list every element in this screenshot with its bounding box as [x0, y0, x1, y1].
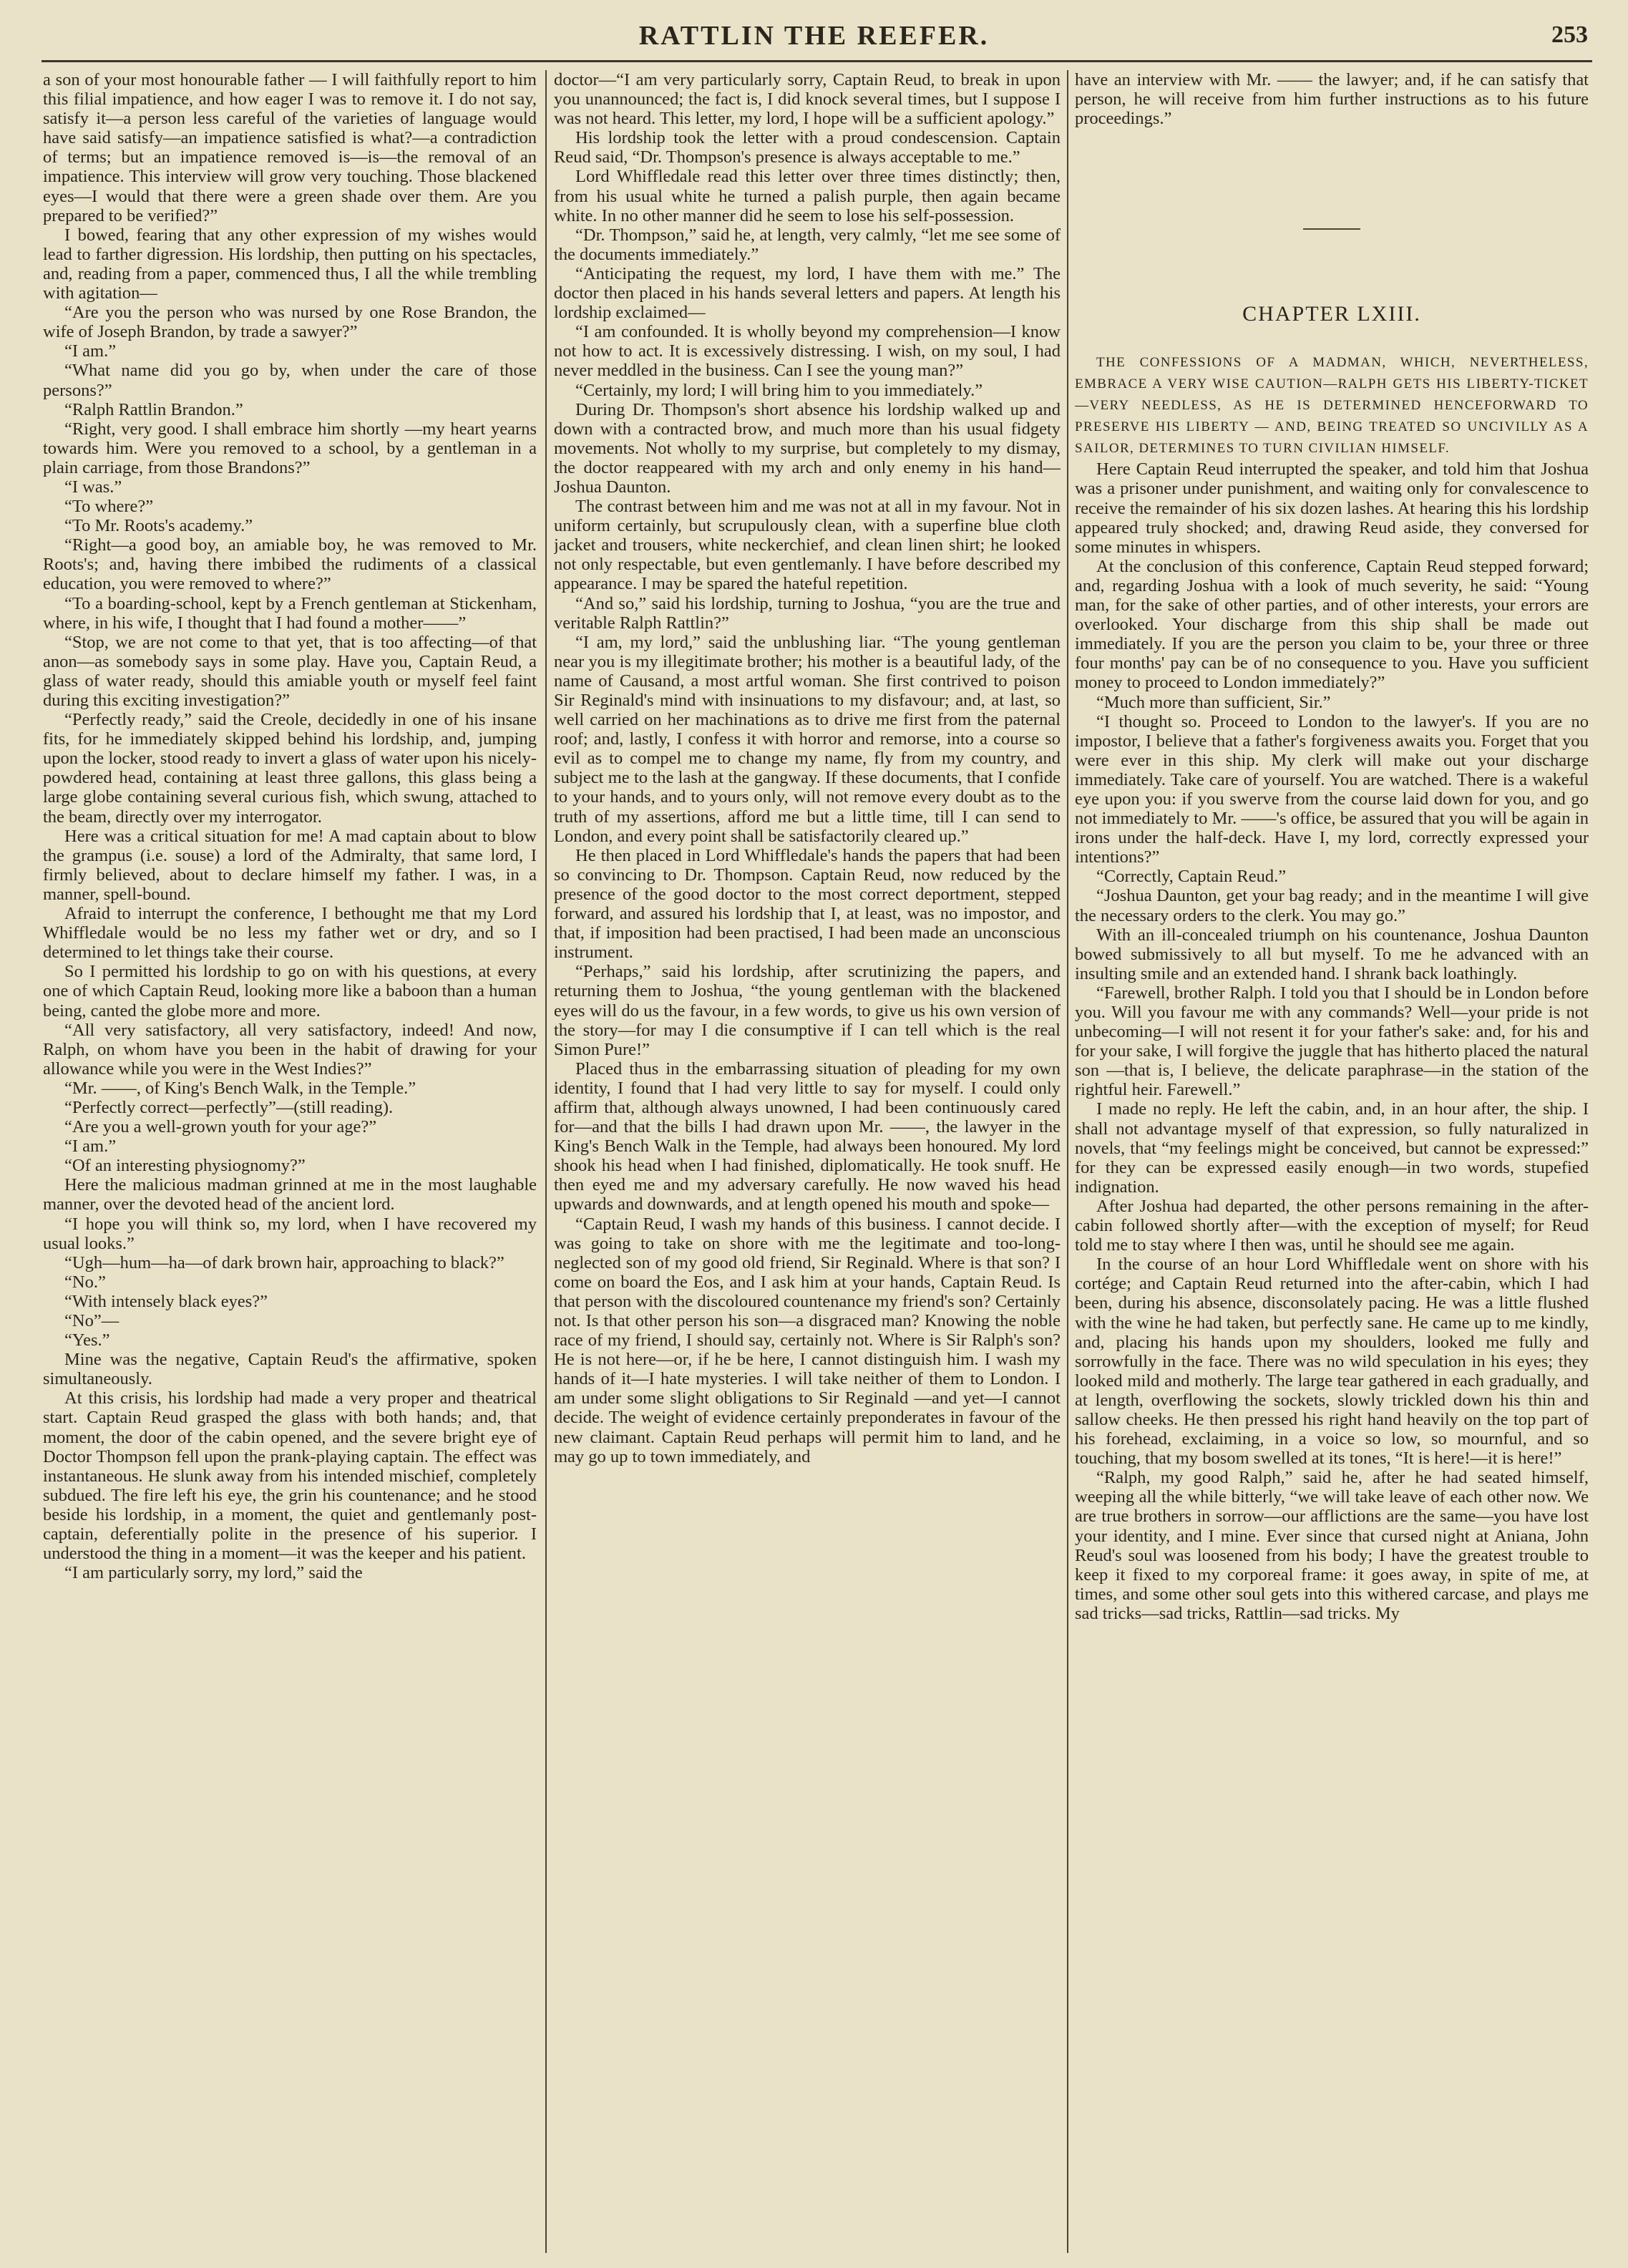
- chapter-summary: THE CONFESSIONS OF A MADMAN, WHICH, NEVERTHELESS, EMBRACE A VERY WISE CAUTION—RALPH GETS HIS LIBERTY-TICKET—VERY NEEDLESS, AS HE IS DETERMINED HENCEFORWARD TO PRESERVE HIS LIBERTY — AND, BEING TREATED SO UNCIVILLY AS A SAILOR, DETERMINES TO TURN CIVILIAN HIMSELF.: [1075, 355, 1589, 457]
- column-3-continuation: [1075, 70, 1589, 128]
- paragraph: During Dr. Thompson's short absence his lordship walked up and down with a contracted brow, and much more than his usual fidgety movements. Not wholly to my surprise, but completely to my dismay, the doctor reappeared with my arch and only enemy in his hand—Joshua Daunton.: [554, 399, 1061, 497]
- paragraph: At this crisis, his lordship had made a very proper and theatrical start. Captain Reud grasped the glass with both hands; and, that moment, the door of the cabin opened, and the severe bright eye of Doctor Thompson fell upon the prank-playing captain. The effect was instantaneous. He slunk away from his intended mischief, completely subdued. The fire left his eye, the grin his countenance; and he stood beside his lordship, in a moment, the quiet and gentlemanly post-captain, deferentially polite in the presence of his superior. I understood the thing in a moment—it was the keeper and his patient.: [43, 1388, 537, 1564]
- paragraph: Here Captain Reud interrupted the speaker, and told him that Joshua was a prisoner under punishment, and waiting only for convalescence to receive the remainder of his six dozen lashes. At hearing this his lordship appeared truly shocked; and, drawing Reud aside, they conversed for some minutes in whispers.: [1075, 459, 1589, 557]
- paragraph: “I thought so. Proceed to London to the lawyer's. If you are no impostor, I believe that a father's forgiveness awaits you. Forget that you were ever in this ship. My clerk will make out your discharge immediately. Take care of yourself. You are watched. There is a wakeful eye upon you: if you swerve from the course laid down for you, and go not immediately to Mr. ——'s office, be assured that you will be again in irons under the half-deck. Have I, my lord, correctly expressed your intentions?”: [1075, 711, 1589, 867]
- paragraph: After Joshua had departed, the other persons remaining in the after-cabin followed shortly after—with the exception of myself; for Reud told me to stay where I then was, until he should see me again.: [1075, 1196, 1589, 1255]
- paragraph: “Ralph Rattlin Brandon.”: [64, 399, 243, 419]
- paragraph: “Are you the person who was nursed by one Rose Brandon, the wife of Joseph Brandon, by trade a sawyer?”: [43, 303, 537, 342]
- paragraph: Lord Whiffledale read this letter over three times distinctly; then, from his usual white he turned a palish purple, then again became white. In no other manner did he seem to lose his self-possession.: [554, 167, 1061, 225]
- paragraph: Here the malicious madman grinned at me in the most laughable manner, over the devoted head of the ancient lord.: [43, 1175, 537, 1215]
- paragraph: I bowed, fearing that any other expression of my wishes would lead to farther digression. His lordship, then putting on his spectacles, and, reading from a paper, commenced thus, I all the while trembling with agitation—: [43, 225, 537, 303]
- paragraph: “Perhaps,” said his lordship, after scrutinizing the papers, and returning them to Joshua, “the young gentleman with the blackened eyes will do us the favour, in a few words, to give us his own version of the story—for may I die consumptive if I can tell which is the real Simon Pure!”: [554, 962, 1061, 1059]
- header-rule: [42, 60, 1592, 62]
- chapter-separator: [1303, 228, 1360, 230]
- paragraph: “Captain Reud, I wash my hands of this business. I cannot decide. I was going to take on shore with me the legitimate and too-long-neglected son of my good old friend, Sir Reginald. Where is that son? I come on board the Eos, and I ask him at your hands, Captain Reud. Is that person with the discoloured countenance my friend's son? Certainly not. Is that other person his son—a disgraced man? Knowing the noble race of my friend, I should say, certainly not. Where is Sir Ralph's son? He is not here—or, if he be here, I cannot distinguish him. I wash my hands of it—I hate mysteries. I will take neither of them to London. I am under some slight obligations to Sir Reginald —and yet—I cannot decide. The weight of evidence certainly preponderates in favour of the new claimant. Captain Reud perhaps will permit him to land, and he may go up to town immediately, and: [554, 1214, 1061, 1466]
- paragraph: “Dr. Thompson,” said he, at length, very calmly, “let me see some of the documents immediately.”: [554, 225, 1061, 264]
- paragraph: “Stop, we are not come to that yet, that is too affecting—of that anon—as somebody says in some play. Have you, Captain Reud, a glass of water ready, should this amiable youth or myself feel faint during this exciting investigation?”: [43, 632, 537, 710]
- paragraph: “Ugh—hum—ha—of dark brown hair, approaching to black?”: [64, 1252, 505, 1272]
- paragraph: doctor—“I am very particularly sorry, Captain Reud, to break in upon you unannounced; the fact is, I did knock several times, but I suppose I was not heard. This letter, my lord, I hope will be a sufficient apology.”: [554, 70, 1061, 129]
- paragraph: “All very satisfactory, all very satisfactory, indeed! And now, Ralph, on whom have you been in the habit of drawing for your allowance while you were in the West Indies?”: [43, 1020, 537, 1079]
- column-divider: [545, 70, 547, 2253]
- paragraph: He then placed in Lord Whiffledale's hands the papers that had been so convincing to Dr. Thompson. Captain Reud, now reduced by the presence of the good doctor to the most correct deportment, stepped forward, and assured his lordship that I, at least, was no impostor, and that, if imposition had been practised, I had been made an unconscious instrument.: [554, 845, 1061, 963]
- page-header: [0, 20, 1628, 60]
- paragraph: have an interview with Mr. —— the lawyer; and, if he can satisfy that person, he will receive from him further instructions as to his future proceedings.”: [1075, 70, 1589, 129]
- paragraph: “Certainly, my lord; I will bring him to you immediately.”: [575, 380, 983, 400]
- paragraph: Afraid to interrupt the conference, I bethought me that my Lord Whiffledale would be no less my father wet or dry, and so I determined to let things take their course.: [43, 904, 537, 963]
- paragraph: Here was a critical situation for me! A mad captain about to blow the grampus (i.e. souse) a lord of the Admiralty, that same lord, I firmly believed, about to declare himself my father. I was, in a manner, spell-bound.: [43, 826, 537, 904]
- paragraph: “I am particularly sorry, my lord,” said the: [64, 1563, 363, 1583]
- paragraph: “No.”: [64, 1272, 106, 1292]
- page-number: 253: [1551, 21, 1588, 48]
- paragraph: “What name did you go by, when under the care of those persons?”: [43, 361, 537, 400]
- paragraph: “I hope you will think so, my lord, when I have recovered my usual looks.”: [43, 1214, 537, 1253]
- running-title: RATTLIN THE REEFER.: [638, 21, 990, 51]
- paragraph: “To where?”: [64, 497, 154, 517]
- text-column-3: [1075, 70, 1589, 2253]
- paragraph: “Right, very good. I shall embrace him shortly —my heart yearns towards him. Were you removed to a school, by a gentleman in a plain carriage, from those Brandons?”: [43, 419, 537, 477]
- paragraph: “Of an interesting physiognomy?”: [64, 1156, 306, 1176]
- paragraph: “Are you a well-grown youth for your age?”: [64, 1117, 377, 1137]
- paragraph: “Perfectly ready,” said the Creole, decidedly in one of his insane fits, for he immediately skipped behind his lordship, and, jumping upon the locker, stood ready to invert a glass of water upon his nicely-powdered head, containing at least three gallons, this glass being a large globe containing several curious fish, which swung, attached to the beam, directly over my interrogator.: [43, 710, 537, 827]
- paragraph: “Farewell, brother Ralph. I told you that I should be in London before you. Will you favour me with any commands? Well—your pride is not unbecoming—I will not resent it for your father's sake: and, for his and for your sake, I will forgive the juggle that has hitherto placed the natural son —that is, I believe, the delicate paraphrase—in the station of the rightful heir. Farewell.”: [1075, 983, 1589, 1100]
- chapter-heading: CHAPTER LXIII.: [1242, 302, 1421, 326]
- paragraph: “Perfectly correct—perfectly”—(still reading).: [64, 1097, 394, 1117]
- paragraph: I made no reply. He left the cabin, and, in an hour after, the ship. I shall not advantage myself of that expression, so fully naturalized in novels, that “my feelings might be conceived, but cannot be expressed:” for they can be expressed easily enough—in two words, stupefied indignation.: [1075, 1099, 1589, 1197]
- paragraph: “I was.”: [64, 477, 122, 497]
- paragraph: “Anticipating the request, my lord, I have them with me.” The doctor then placed in his hands several letters and papers. At length his lordship exclaimed—: [554, 263, 1061, 323]
- text-column-1: [43, 70, 537, 2253]
- paragraph: “I am, my lord,” said the unblushing liar. “The young gentleman near you is my illegitimate brother; his mother is a beautiful lady, of the name of Causand, a most artful woman. She first contrived to poison Sir Reginald's mind with insinuations to my disfavour; and, at last, so well carried on her machinations as to drive me first from the paternal roof; and, lastly, I confess it with horror and remorse, into a course so evil as to compel me to change my name, fly from my country, and subject me to the lash at the gangway. If these documents, that I confide to your hands, and to yours only, will not remove every doubt as to the truth of my assertions, afford me but a little time, till I can send to London, and every point shall be satisfactorily cleared up.”: [554, 632, 1061, 846]
- paragraph: “With intensely black eyes?”: [64, 1291, 268, 1311]
- column-divider: [1067, 70, 1068, 2253]
- paragraph: At the conclusion of this conference, Captain Reud stepped forward; and, regarding Joshua with a look of much severity, he said: “Young man, for the sake of other parties, and of other interests, your errors are overlooked. Your discharge from this ship shall be made out immediately. If you are the person you claim to be, your three or three four months' pay can be of no consequence to you. Have you sufficient money to proceed to London immediately?”: [1075, 556, 1589, 693]
- paragraph: “Correctly, Captain Reud.”: [1096, 867, 1287, 887]
- paragraph: Mine was the negative, Captain Reud's the affirmative, spoken simultaneously.: [43, 1350, 537, 1389]
- paragraph: “Yes.”: [64, 1330, 110, 1350]
- paragraph: “Ralph, my good Ralph,” said he, after he had seated himself, weeping all the while bitterly, “we will take leave of each other now. We are true brothers in sorrow—our afflictions are the same—you have lost your identity, and I mine. Ever since that cursed night at Aniana, John Reud's soul was loosened from his body; I have the greatest trouble to keep it fixed to my corporeal frame: it goes away, in spite of me, at times, and some other soul gets into this withered carcase, and plays me sad tricks—sad tricks, Rattlin—sad tricks. My: [1075, 1468, 1589, 1623]
- paragraph: “I am confounded. It is wholly beyond my comprehension—I know not how to act. It is excessively distressing. I wish, on my soul, I had never meddled in the business. Can I see the young man?”: [554, 322, 1061, 381]
- paragraph: “I am.”: [64, 341, 117, 361]
- paragraph: “Much more than sufficient, Sir.”: [1096, 692, 1331, 712]
- paragraph: Placed thus in the embarrassing situation of pleading for my own identity, I found that I had very little to say for myself. I could only affirm that, although always unowned, I had been continuously cared for—and that the bills I had drawn upon Mr. ——, the lawyer in the King's Bench Walk in the Temple, had always been honoured. My lord shook his head when I had finished, diplomatically. He took snuff. He then eyed me and my adversary carefully. He now waved his head upwards and downwards, and at length opened his mouth and spoke—: [554, 1058, 1061, 1215]
- paragraph: “Right—a good boy, an amiable boy, he was removed to Mr. Roots's; and, having there imbibed the rudiments of a classical education, you were removed to where?”: [43, 535, 537, 594]
- paragraph: So I permitted his lordship to go on with his questions, at every one of which Captain Reud, looking more like a baboon than a human being, canted the globe more and more.: [43, 962, 537, 1021]
- paragraph: “To a boarding-school, kept by a French gentleman at Stickenham, where, in his wife, I thought that I had found a mother——”: [43, 593, 537, 633]
- paragraph: His lordship took the letter with a proud condescension. Captain Reud said, “Dr. Thompson's presence is always acceptable to me.”: [554, 128, 1061, 167]
- paragraph: “I am.”: [64, 1137, 117, 1157]
- paragraph: a son of your most honourable father — I will faithfully report to him this filial impatience, and how eager I was to remove it. I do not say, satisfy it—a person less careful of the varieties of language would have said satisfy—an impatience satisfied is what?—a contradiction of terms; but an impatience removed is—is—the removal of an impatience. This interview will grow very touching. Those blackened eyes—I would that there were a green shade over them. Are you prepared to be verified?”: [43, 70, 537, 225]
- chapter-body: [1075, 459, 1589, 1623]
- text-column-2: [554, 70, 1061, 2253]
- paragraph: “To Mr. Roots's academy.”: [64, 516, 253, 536]
- paragraph: “Joshua Daunton, get your bag ready; and in the meantime I will give the necessary orders to the clerk. You may go.”: [1075, 886, 1589, 925]
- paragraph: “And so,” said his lordship, turning to Joshua, “you are the true and veritable Ralph Rattlin?”: [554, 593, 1061, 633]
- paragraph: In the course of an hour Lord Whiffledale went on shore with his cortége; and Captain Reud returned into the after-cabin, which I had been, during his absence, disconsolately pacing. He was a little flushed with the wine he had taken, but perfectly sane. He came up to me kindly, and, placing his hands upon my shoulders, looked me fully and sorrowfully in the face. There was no wild speculation in his eyes; they looked mild and motherly. The large tear gathered in each gradually, and at length, overflowing the sockets, slowly trickled down his thin and sallow cheeks. He then pressed his right hand heavily on the top part of his forehead, exclaiming, in a voice so low, so mournful, and so touching, that my bosom swelled at its tones, “It is here!—it is here!”: [1075, 1255, 1589, 1469]
- paragraph: “Mr. ——, of King's Bench Walk, in the Temple.”: [64, 1078, 416, 1098]
- paragraph: “No”—: [64, 1311, 120, 1330]
- paragraph: With an ill-concealed triumph on his countenance, Joshua Daunton bowed submissively to all but myself. To me he advanced with an insulting smile and an extended hand. I shrank back loathingly.: [1075, 925, 1589, 983]
- paragraph: The contrast between him and me was not at all in my favour. Not in uniform certainly, but scrupulously clean, with a superfine blue cloth jacket and trousers, white neckerchief, and clean linen shirt; he looked not only respectable, but even gentlemanly. I have before described my appearance. I may be spared the hateful repetition.: [554, 497, 1061, 594]
